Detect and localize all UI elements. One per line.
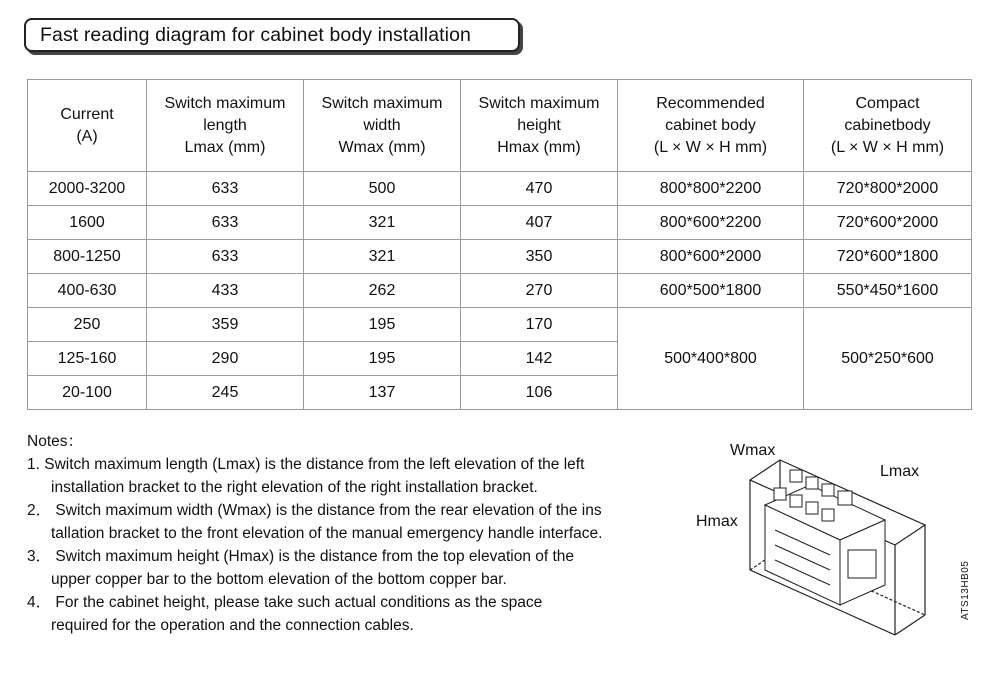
cell-wmax: 321 <box>304 206 461 240</box>
cell-hmax: 142 <box>461 342 618 376</box>
table-row <box>28 308 972 342</box>
header-recommended: Recommended cabinet body (L × W × H mm) <box>618 80 804 172</box>
cell-lmax: 290 <box>147 342 304 376</box>
spec-table <box>27 79 972 410</box>
note-line: 4． For the cabinet height, please take such actual conditions as the space <box>27 594 543 611</box>
note-line: required for the operation and the connection cables. <box>51 617 414 634</box>
drawing-code: ATS13HB05 <box>960 560 971 620</box>
note-line: installation bracket to the right elevation of the right installation bracket. <box>51 479 538 496</box>
cell-compact: 550*450*1600 <box>804 274 972 308</box>
cell-recommended: 800*600*2000 <box>618 240 804 274</box>
header-hmax: Switch maximum height Hmax (mm) <box>461 80 618 172</box>
cabinet-diagram <box>690 430 980 650</box>
note-line: 3． Switch maximum height (Hmax) is the distance from the top elevation of the <box>27 548 575 565</box>
cell-wmax: 195 <box>304 342 461 376</box>
wmax-label: Wmax <box>730 442 776 459</box>
lmax-label: Lmax <box>880 463 920 480</box>
header-lmax: Switch maximum length Lmax (mm) <box>147 80 304 172</box>
cell-current: 20-100 <box>28 376 147 410</box>
cell-current: 250 <box>28 308 147 342</box>
note-line: tallation bracket to the front elevation of the manual emergency handle interface. <box>51 525 603 542</box>
cell-lmax: 633 <box>147 172 304 206</box>
cell-recommended-merged: 500*400*800 <box>618 308 804 410</box>
cell-current: 2000-3200 <box>28 172 147 206</box>
cell-hmax: 270 <box>461 274 618 308</box>
cabinet-illustration <box>690 430 980 650</box>
cell-hmax: 350 <box>461 240 618 274</box>
cell-recommended: 800*800*2200 <box>618 172 804 206</box>
table-row <box>28 172 972 206</box>
cell-hmax: 170 <box>461 308 618 342</box>
table-row <box>28 240 972 274</box>
cell-compact: 720*600*2000 <box>804 206 972 240</box>
cell-wmax: 195 <box>304 308 461 342</box>
cell-current: 125-160 <box>28 342 147 376</box>
cell-wmax: 262 <box>304 274 461 308</box>
hmax-label: Hmax <box>696 513 738 530</box>
cell-recommended: 800*600*2200 <box>618 206 804 240</box>
cell-hmax: 407 <box>461 206 618 240</box>
note-line: 1. Switch maximum length (Lmax) is the distance from the left elevation of the left <box>27 456 585 473</box>
cell-lmax: 359 <box>147 308 304 342</box>
cell-compact: 720*600*1800 <box>804 240 972 274</box>
cell-wmax: 137 <box>304 376 461 410</box>
cell-recommended: 600*500*1800 <box>618 274 804 308</box>
cell-lmax: 633 <box>147 206 304 240</box>
table-row <box>28 274 972 308</box>
page-title: Fast reading diagram for cabinet body installation <box>24 18 520 52</box>
cell-wmax: 321 <box>304 240 461 274</box>
cell-current: 800-1250 <box>28 240 147 274</box>
cell-compact-merged: 500*250*600 <box>804 308 972 410</box>
cell-lmax: 633 <box>147 240 304 274</box>
header-compact: Compact cabinetbody (L × W × H mm) <box>804 80 972 172</box>
cell-lmax: 245 <box>147 376 304 410</box>
notes-section <box>27 430 677 637</box>
cell-hmax: 106 <box>461 376 618 410</box>
notes-heading: Notes： <box>27 433 83 450</box>
cell-hmax: 470 <box>461 172 618 206</box>
header-current: Current (A) <box>28 80 147 172</box>
table-row <box>28 206 972 240</box>
cell-compact: 720*800*2000 <box>804 172 972 206</box>
note-line: 2． Switch maximum width (Wmax) is the distance from the rear elevation of the ins <box>27 502 602 519</box>
cell-current: 1600 <box>28 206 147 240</box>
cell-lmax: 433 <box>147 274 304 308</box>
cell-current: 400-630 <box>28 274 147 308</box>
cell-wmax: 500 <box>304 172 461 206</box>
note-line: upper copper bar to the bottom elevation of the bottom copper bar. <box>51 571 507 588</box>
header-wmax: Switch maximum width Wmax (mm) <box>304 80 461 172</box>
table-header-row <box>28 80 972 172</box>
